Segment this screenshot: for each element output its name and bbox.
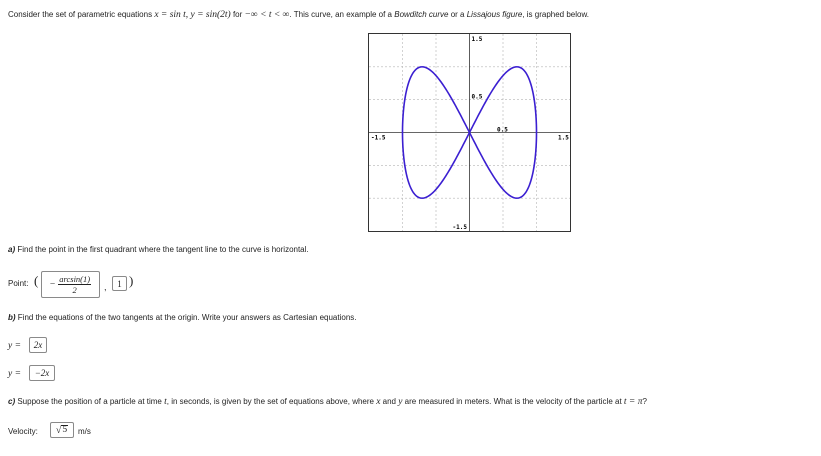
tangent-1-answer-field[interactable]: 2x: [29, 337, 47, 353]
part-a-text: Find the point in the first quadrant where the tangent line to the curve is horizontal.: [15, 245, 309, 254]
open-paren: (: [34, 273, 39, 288]
part-c-text: ?: [642, 397, 647, 406]
curve-graph: [368, 33, 571, 232]
part-c-var: x: [376, 397, 381, 407]
intro-text: [8, 10, 589, 20]
fraction-numerator: arcsin(1): [59, 274, 91, 284]
intro-curve-name: Bowditch curve: [394, 10, 449, 19]
intro-text-part: , is graphed below.: [522, 10, 590, 19]
part-a-letter: a): [8, 245, 16, 254]
intro-domain: −∞ < t < ∞: [244, 10, 290, 20]
part-b-text: Find the equations of the two tangents at the origin. Write your answers as Cartesian equations.: [15, 313, 357, 322]
intro-curve-name: Lissajous figure: [466, 10, 523, 19]
part-c-text: and: [380, 397, 399, 406]
part-c-letter: c): [8, 397, 16, 406]
part-c-var: y: [398, 397, 403, 407]
intro-text-part: . This curve, an example of a: [289, 10, 395, 19]
part-c-question: [8, 397, 647, 407]
x-tick-label: -1.5: [371, 134, 386, 142]
intro-text-part: Consider the set of parametric equations: [8, 10, 155, 19]
part-c-time: t = π: [623, 397, 643, 407]
part-c-text: Suppose the position of a particle at time: [15, 397, 165, 406]
x-tick-label: 0.5: [497, 126, 508, 134]
point-y-answer-field[interactable]: 1: [112, 276, 127, 291]
velocity-unit: m/s: [78, 427, 91, 436]
part-c-text: are measured in meters. What is the velocity of the particle at: [402, 397, 624, 406]
sqrt-icon: √: [55, 424, 62, 436]
part-c-text: , in seconds, is given by the set of equations above, where: [166, 397, 377, 406]
y-equals-label: y =: [8, 341, 22, 351]
close-paren: ): [129, 273, 134, 288]
fraction: [58, 274, 91, 295]
y-equals-label: y =: [8, 369, 22, 379]
velocity-answer-field[interactable]: [50, 422, 74, 438]
y-tick-label: -1.5: [452, 224, 467, 231]
tangent-2-answer-field[interactable]: −2x: [29, 365, 55, 381]
y-tick-label: 0.5: [471, 93, 483, 101]
point-label: Point:: [8, 279, 29, 288]
intro-equations: x = sin t, y = sin(2t): [154, 10, 231, 20]
sqrt-radicand: 5: [62, 425, 68, 435]
part-c-var: t: [164, 397, 167, 407]
intro-text-part: or a: [448, 10, 467, 19]
y-tick-label: 1.5: [471, 36, 483, 43]
velocity-label: Velocity:: [8, 427, 38, 436]
intro-text-part: for: [230, 10, 245, 19]
part-b-letter: b): [8, 313, 16, 322]
comma: ,: [104, 282, 107, 292]
fraction-denominator: 2: [72, 285, 77, 295]
part-a-question: [8, 245, 309, 254]
point-x-answer-field[interactable]: [41, 271, 100, 298]
x-tick-label: 1.5: [558, 134, 569, 142]
curve-graph-canvas: [369, 34, 570, 231]
minus-sign: −: [49, 279, 56, 290]
part-b-question: [8, 313, 357, 322]
